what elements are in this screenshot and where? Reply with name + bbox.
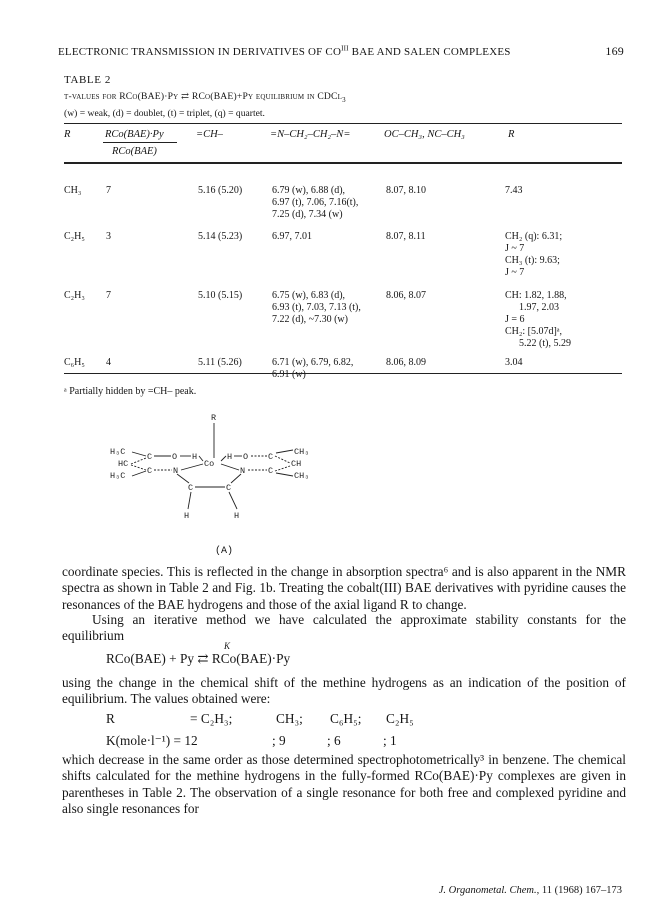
cell-ch: 5.10 (5.15): [198, 290, 243, 301]
cell-r2-line: J ~ 7: [505, 243, 525, 254]
cell-r2-line: CH: 1.82, 1.88,: [505, 290, 567, 301]
cell-ratio: 7: [106, 290, 111, 301]
table-header-rule: [64, 162, 622, 164]
header-och: OC–CH₃, NC–CH₃: [384, 129, 465, 140]
cell-nch-line: 6.97 (t), 7.06, 7.16(t),: [272, 197, 359, 208]
atom-c-left-upper: C: [147, 452, 153, 462]
running-head-title: ELECTRONIC TRANSMISSION IN DERIVATIVES OF $CO^{III}$ BAE AND SALEN COMPLEXES: [58, 44, 511, 58]
cell-r2: [505, 357, 523, 369]
table-footnote: ᵃ Partially hidden by =CH– peak.: [64, 386, 197, 397]
atom-c-right-upper: C: [268, 452, 274, 462]
table-top-rule: [64, 123, 622, 124]
cell-r2: [505, 290, 571, 350]
table-caption-legend: (w) = weak, (d) = doublet, (t) = triplet, (q) = quartet.: [64, 107, 265, 119]
atom-hc-left: HC: [118, 459, 129, 469]
atom-ch-right: CH: [291, 459, 302, 469]
atom-c-right-lower: C: [268, 466, 274, 476]
cell-nch-line: 7.22 (d), ~7.30 (w): [272, 314, 348, 325]
equilibrium-equation: K RCo(BAE) + Py ⇄ RCo(BAE)·Py: [106, 641, 291, 666]
atom-o-right: O: [243, 452, 249, 462]
table-label: TABLE 2: [64, 74, 112, 86]
structure-label: (A): [215, 546, 234, 557]
k-table-r-value-2: CH₃;: [276, 711, 303, 726]
cell-nch: [272, 290, 361, 326]
cell-r: C₂H₃: [64, 290, 85, 301]
structure-A-diagram: [100, 410, 340, 534]
atom-n-left: N: [173, 466, 179, 476]
cell-r2-line: 3.04: [505, 357, 523, 368]
atom-ch3-bottom: CH₃: [294, 471, 310, 481]
atom-n-right: N: [240, 466, 246, 476]
page-number: 169: [605, 44, 624, 58]
header-ratio-numerator: RCo(BAE)·Py: [105, 129, 164, 140]
atom-ch3-top: CH₃: [294, 447, 310, 457]
atom-c-bridge-left: C: [188, 483, 194, 493]
cell-r: C₆H₅: [64, 357, 85, 368]
k-table-k-label: K(mole·l⁻¹) = 12: [106, 733, 198, 748]
cell-r2-line: J = 6: [505, 314, 525, 325]
cell-ratio: 4: [106, 357, 111, 368]
header-r: R: [64, 129, 71, 140]
atom-co: Co: [204, 459, 215, 469]
atom-o-left: O: [172, 452, 178, 462]
cell-nch-line: 6.75 (w), 6.83 (d),: [272, 290, 346, 301]
cell-r: C₂H₅: [64, 231, 85, 242]
body-paragraph-2: Using an iterative method we have calculated the approximate stability constants for the equilibrium: [62, 612, 626, 644]
cell-ratio: 3: [106, 231, 111, 242]
cell-r2-line: 1.97, 2.03: [519, 302, 559, 313]
k-table-k-value-3: ; 6: [327, 733, 341, 748]
cell-ch: 5.14 (5.23): [198, 231, 243, 242]
atom-h3c-bottom: H₃C: [110, 471, 126, 481]
cell-r2-line: 7.43: [505, 185, 523, 196]
cell-r: CH₃: [64, 185, 82, 196]
cell-nch-line: 7.25 (d), 7.34 (w): [272, 209, 343, 220]
k-table-r-label: R: [106, 711, 115, 726]
cell-ch: 5.11 (5.26): [198, 357, 242, 368]
cell-nch-line: 6.91 (w): [272, 369, 306, 380]
cell-r2-line: CH₃ (t): 9.63;: [505, 255, 560, 266]
cell-r2-line: CH₂ (q): 6.31;: [505, 231, 563, 242]
cell-och: 8.06, 8.09: [386, 357, 426, 368]
header-ratio-denominator: RCo(BAE): [112, 146, 157, 157]
equilibrium-constant-symbol: K: [224, 641, 231, 651]
header-ch: =CH–: [196, 129, 223, 140]
cell-ratio: 7: [106, 185, 111, 196]
atom-c-bridge-right: C: [226, 483, 232, 493]
equilibrium-arrow: ⇄: [197, 651, 209, 666]
k-table-r-value-4: C₂H₅: [386, 711, 414, 726]
header-r2: R: [508, 129, 515, 140]
header-ratio-bar: [103, 142, 177, 143]
atom-h-right: H: [227, 452, 233, 462]
cell-och: 8.07, 8.11: [386, 231, 426, 242]
k-table-k-value-2: ; 9: [272, 733, 286, 748]
cell-r2: [505, 231, 562, 279]
k-table-r-value-3: C₆H₅;: [330, 711, 362, 726]
atom-r: R: [211, 413, 217, 423]
running-head: [58, 44, 624, 58]
atom-h-left: H: [192, 452, 198, 462]
cell-r2-line: J ~ 7: [505, 267, 525, 278]
cell-r2-line: CH₂: [5.07d]ᵃ,: [505, 326, 563, 337]
table-caption: τ-values for RCo(BAE)·Py ⇄ RCo(BAE)+Py equilibrium in CDCl$_3$ (w) = weak, (d) = doublet, (t) = triplet, (q) = quartet.: [64, 91, 346, 119]
cell-nch-line: 6.97, 7.01: [272, 231, 312, 242]
k-table-k-value-4: ; 1: [383, 733, 397, 748]
body-paragraph-1: coordinate species. This is reflected in the change in absorption spectra⁶ and is also apparent in the NMR spectra as shown in Table 2 and Fig. 1b. Treating the cobalt(III) BAE derivatives with pyridine causes the resonances of the BAE hydrogens and those of the axial ligand R to change.: [62, 564, 626, 612]
atom-h3c-top: H₃C: [110, 447, 126, 457]
body-paragraph-3: using the change in the chemical shift of the methine hydrogens as an indication of the position of equilibrium. The values obtained were:: [62, 675, 626, 707]
cell-nch-line: 6.71 (w), 6.79, 6.82,: [272, 357, 354, 368]
cell-nch: [272, 185, 358, 221]
cell-nch-line: 6.79 (w), 6.88 (d),: [272, 185, 346, 196]
cell-och: 8.07, 8.10: [386, 185, 426, 196]
cell-ch: 5.16 (5.20): [198, 185, 243, 196]
cell-nch-line: 6.93 (t), 7.03, 7.13 (t),: [272, 302, 361, 313]
journal-citation: J. Organometal. Chem., 11 (1968) 167–173: [438, 885, 622, 896]
k-table-r-value-1: = C₂H₃;: [190, 711, 233, 726]
cell-nch: [272, 231, 312, 243]
cell-r2: [505, 185, 523, 197]
cell-r2-line: 5.22 (t), 5.29: [519, 338, 571, 349]
cell-nch: [272, 357, 353, 381]
header-nch: =N–CH₂–CH₂–N=: [270, 129, 351, 140]
cell-och: 8.06, 8.07: [386, 290, 426, 301]
body-paragraph-4: which decrease in the same order as those determined spectrophotometrically³ in benzene. The chemical shifts calculated for the methine hydrogens in the fully-formed RCo(BAE)·Py complexes are given in parentheses in Table 2. The observation of a single resonance for both free and complexed pyridine and also single resonances for: [62, 752, 626, 817]
atom-h-bridge-right: H: [234, 511, 240, 521]
atom-c-left-lower: C: [147, 466, 153, 476]
table-bottom-rule: [64, 373, 622, 374]
atom-h-bridge-left: H: [184, 511, 190, 521]
